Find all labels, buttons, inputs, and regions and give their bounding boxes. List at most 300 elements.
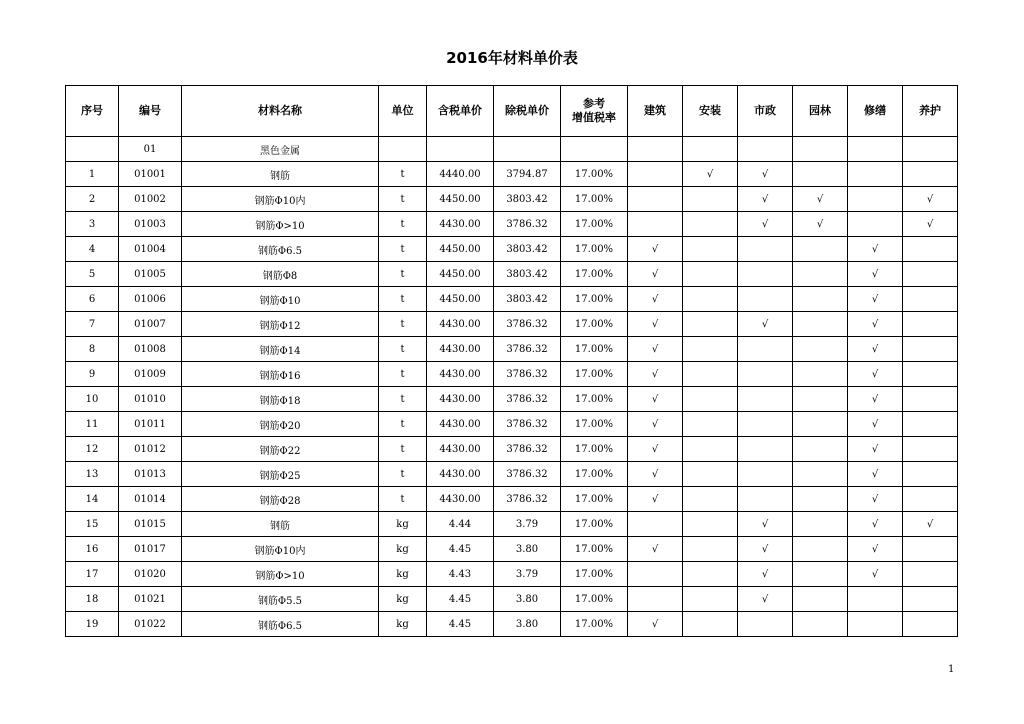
- price-ex-tax-cell: 3803.42: [494, 187, 561, 212]
- price-with-tax-cell: 4440.00: [427, 162, 494, 187]
- table-row: [66, 312, 958, 337]
- name-cell: 钢筋Φ>10: [182, 562, 379, 587]
- unit-cell: kg: [379, 512, 427, 537]
- seq-cell: 12: [66, 437, 119, 462]
- check-mark-icon: √: [761, 318, 769, 330]
- installation-check-cell: [683, 512, 738, 537]
- price-ex-tax-cell: 3.80: [494, 537, 561, 562]
- municipal-check-cell: [738, 287, 793, 312]
- check-mark-icon: √: [871, 243, 879, 255]
- code-cell: 01009: [119, 362, 182, 387]
- name-cell: 钢筋Φ20: [182, 412, 379, 437]
- unit-cell: t: [379, 262, 427, 287]
- price-with-tax-cell: 4450.00: [427, 187, 494, 212]
- price-ex-tax-cell: 3786.32: [494, 437, 561, 462]
- name-cell: 钢筋Φ10: [182, 287, 379, 312]
- repair-check-cell: [848, 312, 903, 337]
- code-cell: 01012: [119, 437, 182, 462]
- check-mark-icon: √: [871, 518, 879, 530]
- installation-check-cell: [683, 387, 738, 412]
- header-vat-rate: [561, 86, 628, 137]
- landscape-check-cell: [793, 412, 848, 437]
- installation-check-cell: [683, 287, 738, 312]
- municipal-check-cell: [738, 437, 793, 462]
- construction-check-cell: [628, 562, 683, 587]
- check-mark-icon: √: [651, 468, 659, 480]
- construction-check-cell: [628, 287, 683, 312]
- municipal-check-cell: [738, 387, 793, 412]
- header-construction: 建筑: [628, 86, 683, 137]
- vat-rate-cell: 17.00%: [561, 312, 628, 337]
- check-mark-icon: √: [761, 593, 769, 605]
- vat-rate-cell: 17.00%: [561, 412, 628, 437]
- vat-rate-cell: 17.00%: [561, 562, 628, 587]
- name-cell: 钢筋Φ5.5: [182, 587, 379, 612]
- code-cell: 01005: [119, 262, 182, 287]
- maintenance-check-cell: [903, 612, 958, 637]
- vat-rate-cell: 17.00%: [561, 162, 628, 187]
- municipal-check-cell: [738, 212, 793, 237]
- check-mark-icon: √: [926, 518, 934, 530]
- maintenance-check-cell: [903, 337, 958, 362]
- vat-rate-cell: 17.00%: [561, 337, 628, 362]
- price-with-tax-cell: 4430.00: [427, 412, 494, 437]
- seq-cell: 8: [66, 337, 119, 362]
- construction-check-cell: [628, 362, 683, 387]
- repair-check-cell: [848, 237, 903, 262]
- check-mark-icon: √: [871, 418, 879, 430]
- price-ex-tax-cell: 3803.42: [494, 287, 561, 312]
- price-with-tax-cell: 4.45: [427, 537, 494, 562]
- repair-check-cell: [848, 162, 903, 187]
- repair-check-cell: [848, 212, 903, 237]
- table-row: [66, 512, 958, 537]
- construction-check-cell: [628, 162, 683, 187]
- price-with-tax-cell: 4430.00: [427, 487, 494, 512]
- header-code: 编号: [119, 86, 182, 137]
- check-mark-icon: √: [651, 493, 659, 505]
- municipal-check-cell: [738, 337, 793, 362]
- municipal-check-cell: [738, 162, 793, 187]
- maintenance-check-cell: [903, 362, 958, 387]
- repair-check-cell: [848, 387, 903, 412]
- price-ex-tax-cell: 3786.32: [494, 337, 561, 362]
- name-cell: 钢筋Φ25: [182, 462, 379, 487]
- page-number: 1: [948, 664, 955, 675]
- code-cell: 01011: [119, 412, 182, 437]
- vat-rate-cell: 17.00%: [561, 537, 628, 562]
- municipal-check-cell: [738, 487, 793, 512]
- landscape-check-cell: [793, 537, 848, 562]
- repair-check-cell: [848, 337, 903, 362]
- landscape-check-cell: [793, 212, 848, 237]
- seq-cell: 3: [66, 212, 119, 237]
- check-mark-icon: √: [651, 618, 659, 630]
- vat-rate-cell: 17.00%: [561, 237, 628, 262]
- repair-check-cell: [848, 437, 903, 462]
- price-ex-tax-cell: 3786.32: [494, 487, 561, 512]
- check-mark-icon: √: [651, 443, 659, 455]
- check-mark-icon: √: [871, 468, 879, 480]
- seq-cell: 4: [66, 237, 119, 262]
- name-cell: 钢筋Φ14: [182, 337, 379, 362]
- header-municipal: 市政: [738, 86, 793, 137]
- check-mark-icon: √: [816, 218, 824, 230]
- code-cell: 01022: [119, 612, 182, 637]
- header-material-name: 材料名称: [182, 86, 379, 137]
- category-name: 黑色金属: [182, 137, 379, 162]
- price-with-tax-cell: 4430.00: [427, 462, 494, 487]
- landscape-check-cell: [793, 587, 848, 612]
- maintenance-check-cell: [903, 287, 958, 312]
- code-cell: 01006: [119, 287, 182, 312]
- maintenance-check-cell: [903, 162, 958, 187]
- construction-check-cell: [628, 462, 683, 487]
- table-row: [66, 362, 958, 387]
- seq-cell: 2: [66, 187, 119, 212]
- unit-cell: kg: [379, 562, 427, 587]
- vat-rate-cell: 17.00%: [561, 462, 628, 487]
- price-table: [65, 85, 958, 637]
- price-ex-tax-cell: 3.80: [494, 587, 561, 612]
- check-mark-icon: √: [761, 168, 769, 180]
- maintenance-check-cell: [903, 237, 958, 262]
- code-cell: 01021: [119, 587, 182, 612]
- vat-rate-cell: 17.00%: [561, 212, 628, 237]
- header-installation: 安装: [683, 86, 738, 137]
- table-row: [66, 412, 958, 437]
- table-row: [66, 337, 958, 362]
- check-mark-icon: √: [871, 568, 879, 580]
- construction-check-cell: [628, 312, 683, 337]
- unit-cell: t: [379, 462, 427, 487]
- construction-check-cell: [628, 437, 683, 462]
- construction-check-cell: [628, 487, 683, 512]
- construction-check-cell: [628, 612, 683, 637]
- price-ex-tax-cell: 3.79: [494, 562, 561, 587]
- check-mark-icon: √: [761, 543, 769, 555]
- check-mark-icon: √: [761, 568, 769, 580]
- check-mark-icon: √: [651, 268, 659, 280]
- check-mark-icon: √: [651, 368, 659, 380]
- vat-rate-cell: 17.00%: [561, 437, 628, 462]
- header-unit: 单位: [379, 86, 427, 137]
- seq-cell: 6: [66, 287, 119, 312]
- unit-cell: t: [379, 187, 427, 212]
- municipal-check-cell: [738, 512, 793, 537]
- code-cell: 01004: [119, 237, 182, 262]
- check-mark-icon: √: [871, 368, 879, 380]
- municipal-check-cell: [738, 462, 793, 487]
- seq-cell: 7: [66, 312, 119, 337]
- unit-cell: t: [379, 412, 427, 437]
- check-mark-icon: √: [651, 393, 659, 405]
- price-with-tax-cell: 4.45: [427, 587, 494, 612]
- installation-check-cell: [683, 162, 738, 187]
- name-cell: 钢筋Φ22: [182, 437, 379, 462]
- code-cell: 01013: [119, 462, 182, 487]
- table-row: [66, 162, 958, 187]
- installation-check-cell: [683, 587, 738, 612]
- price-ex-tax-cell: 3786.32: [494, 462, 561, 487]
- municipal-check-cell: [738, 237, 793, 262]
- table-row: [66, 437, 958, 462]
- price-with-tax-cell: 4430.00: [427, 312, 494, 337]
- seq-cell: 5: [66, 262, 119, 287]
- installation-check-cell: [683, 187, 738, 212]
- check-mark-icon: √: [651, 418, 659, 430]
- unit-cell: t: [379, 487, 427, 512]
- installation-check-cell: [683, 562, 738, 587]
- construction-check-cell: [628, 187, 683, 212]
- construction-check-cell: [628, 587, 683, 612]
- check-mark-icon: √: [871, 343, 879, 355]
- landscape-check-cell: [793, 287, 848, 312]
- unit-cell: t: [379, 212, 427, 237]
- price-ex-tax-cell: 3786.32: [494, 312, 561, 337]
- repair-check-cell: [848, 537, 903, 562]
- header-repair: 修缮: [848, 86, 903, 137]
- unit-cell: t: [379, 362, 427, 387]
- header-row: [66, 86, 958, 137]
- seq-cell: 19: [66, 612, 119, 637]
- landscape-check-cell: [793, 362, 848, 387]
- code-cell: 01008: [119, 337, 182, 362]
- repair-check-cell: [848, 487, 903, 512]
- header-price-with-tax: 含税单价: [427, 86, 494, 137]
- name-cell: 钢筋: [182, 162, 379, 187]
- price-ex-tax-cell: 3786.32: [494, 362, 561, 387]
- installation-check-cell: [683, 212, 738, 237]
- vat-rate-cell: 17.00%: [561, 362, 628, 387]
- municipal-check-cell: [738, 587, 793, 612]
- code-cell: 01001: [119, 162, 182, 187]
- category-seq-cell: [66, 137, 119, 162]
- unit-cell: kg: [379, 612, 427, 637]
- check-mark-icon: √: [816, 193, 824, 205]
- table-row: [66, 537, 958, 562]
- table-row: [66, 237, 958, 262]
- seq-cell: 11: [66, 412, 119, 437]
- category-row: [66, 137, 958, 162]
- installation-check-cell: [683, 437, 738, 462]
- table-row: [66, 462, 958, 487]
- seq-cell: 15: [66, 512, 119, 537]
- table-row: [66, 487, 958, 512]
- price-ex-tax-cell: 3803.42: [494, 262, 561, 287]
- maintenance-check-cell: [903, 487, 958, 512]
- check-mark-icon: √: [651, 243, 659, 255]
- check-mark-icon: √: [871, 268, 879, 280]
- name-cell: 钢筋Φ>10: [182, 212, 379, 237]
- seq-cell: 9: [66, 362, 119, 387]
- name-cell: 钢筋: [182, 512, 379, 537]
- installation-check-cell: [683, 537, 738, 562]
- price-ex-tax-cell: 3786.32: [494, 412, 561, 437]
- price-ex-tax-cell: 3786.32: [494, 212, 561, 237]
- landscape-check-cell: [793, 187, 848, 212]
- price-with-tax-cell: 4450.00: [427, 262, 494, 287]
- municipal-check-cell: [738, 312, 793, 337]
- vat-rate-cell: 17.00%: [561, 487, 628, 512]
- repair-check-cell: [848, 287, 903, 312]
- price-ex-tax-cell: 3803.42: [494, 237, 561, 262]
- code-cell: 01003: [119, 212, 182, 237]
- vat-rate-cell: 17.00%: [561, 262, 628, 287]
- construction-check-cell: [628, 387, 683, 412]
- name-cell: 钢筋Φ28: [182, 487, 379, 512]
- check-mark-icon: √: [651, 293, 659, 305]
- maintenance-check-cell: [903, 187, 958, 212]
- price-with-tax-cell: 4.43: [427, 562, 494, 587]
- check-mark-icon: √: [651, 318, 659, 330]
- unit-cell: t: [379, 162, 427, 187]
- price-ex-tax-cell: 3786.32: [494, 387, 561, 412]
- installation-check-cell: [683, 412, 738, 437]
- maintenance-check-cell: [903, 387, 958, 412]
- repair-check-cell: [848, 612, 903, 637]
- check-mark-icon: √: [926, 193, 934, 205]
- vat-rate-cell: 17.00%: [561, 612, 628, 637]
- seq-cell: 17: [66, 562, 119, 587]
- municipal-check-cell: [738, 187, 793, 212]
- seq-cell: 1: [66, 162, 119, 187]
- maintenance-check-cell: [903, 312, 958, 337]
- page-title: 2016年材料单价表: [446, 49, 578, 67]
- price-with-tax-cell: 4430.00: [427, 362, 494, 387]
- price-ex-tax-cell: 3.80: [494, 612, 561, 637]
- landscape-check-cell: [793, 262, 848, 287]
- price-with-tax-cell: 4430.00: [427, 437, 494, 462]
- name-cell: 钢筋Φ6.5: [182, 612, 379, 637]
- category-code: 01: [119, 137, 182, 162]
- check-mark-icon: √: [871, 543, 879, 555]
- landscape-check-cell: [793, 437, 848, 462]
- table-row: [66, 612, 958, 637]
- unit-cell: t: [379, 387, 427, 412]
- landscape-check-cell: [793, 462, 848, 487]
- unit-cell: kg: [379, 537, 427, 562]
- maintenance-check-cell: [903, 537, 958, 562]
- repair-check-cell: [848, 362, 903, 387]
- code-cell: 01020: [119, 562, 182, 587]
- table-row: [66, 212, 958, 237]
- vat-rate-cell: 17.00%: [561, 512, 628, 537]
- construction-check-cell: [628, 262, 683, 287]
- unit-cell: kg: [379, 587, 427, 612]
- landscape-check-cell: [793, 162, 848, 187]
- table-row: [66, 387, 958, 412]
- code-cell: 01014: [119, 487, 182, 512]
- price-with-tax-cell: 4.44: [427, 512, 494, 537]
- landscape-check-cell: [793, 487, 848, 512]
- check-mark-icon: √: [651, 343, 659, 355]
- repair-check-cell: [848, 562, 903, 587]
- construction-check-cell: [628, 212, 683, 237]
- check-mark-icon: √: [761, 518, 769, 530]
- installation-check-cell: [683, 312, 738, 337]
- seq-cell: 14: [66, 487, 119, 512]
- seq-cell: 13: [66, 462, 119, 487]
- municipal-check-cell: [738, 412, 793, 437]
- repair-check-cell: [848, 187, 903, 212]
- seq-cell: 10: [66, 387, 119, 412]
- unit-cell: t: [379, 237, 427, 262]
- price-with-tax-cell: 4450.00: [427, 287, 494, 312]
- installation-check-cell: [683, 362, 738, 387]
- construction-check-cell: [628, 412, 683, 437]
- landscape-check-cell: [793, 237, 848, 262]
- table-row: [66, 187, 958, 212]
- vat-rate-cell: 17.00%: [561, 587, 628, 612]
- table-row: [66, 287, 958, 312]
- municipal-check-cell: [738, 537, 793, 562]
- name-cell: 钢筋Φ12: [182, 312, 379, 337]
- maintenance-check-cell: [903, 212, 958, 237]
- municipal-check-cell: [738, 562, 793, 587]
- check-mark-icon: √: [871, 318, 879, 330]
- maintenance-check-cell: [903, 437, 958, 462]
- price-ex-tax-cell: 3.79: [494, 512, 561, 537]
- price-with-tax-cell: 4430.00: [427, 337, 494, 362]
- unit-cell: t: [379, 437, 427, 462]
- landscape-check-cell: [793, 337, 848, 362]
- unit-cell: t: [379, 312, 427, 337]
- code-cell: 01007: [119, 312, 182, 337]
- check-mark-icon: √: [871, 493, 879, 505]
- landscape-check-cell: [793, 512, 848, 537]
- price-with-tax-cell: 4430.00: [427, 387, 494, 412]
- table-row: [66, 587, 958, 612]
- check-mark-icon: √: [926, 218, 934, 230]
- seq-cell: 16: [66, 537, 119, 562]
- landscape-check-cell: [793, 312, 848, 337]
- unit-cell: t: [379, 287, 427, 312]
- code-cell: 01017: [119, 537, 182, 562]
- header-vat-rate-line1: 参考: [583, 97, 605, 110]
- vat-rate-cell: 17.00%: [561, 387, 628, 412]
- construction-check-cell: [628, 237, 683, 262]
- name-cell: 钢筋Φ10内: [182, 187, 379, 212]
- name-cell: 钢筋Φ8: [182, 262, 379, 287]
- municipal-check-cell: [738, 362, 793, 387]
- landscape-check-cell: [793, 612, 848, 637]
- check-mark-icon: √: [871, 443, 879, 455]
- repair-check-cell: [848, 512, 903, 537]
- unit-cell: t: [379, 337, 427, 362]
- header-vat-rate-line2: 增值税率: [572, 111, 616, 124]
- name-cell: 钢筋Φ18: [182, 387, 379, 412]
- check-mark-icon: √: [761, 218, 769, 230]
- maintenance-check-cell: [903, 262, 958, 287]
- check-mark-icon: √: [871, 293, 879, 305]
- table-row: [66, 262, 958, 287]
- price-with-tax-cell: 4450.00: [427, 237, 494, 262]
- installation-check-cell: [683, 487, 738, 512]
- maintenance-check-cell: [903, 462, 958, 487]
- header-landscape: 园林: [793, 86, 848, 137]
- repair-check-cell: [848, 462, 903, 487]
- landscape-check-cell: [793, 562, 848, 587]
- header-maintenance: 养护: [903, 86, 958, 137]
- municipal-check-cell: [738, 262, 793, 287]
- maintenance-check-cell: [903, 412, 958, 437]
- maintenance-check-cell: [903, 587, 958, 612]
- construction-check-cell: [628, 512, 683, 537]
- price-ex-tax-cell: 3794.87: [494, 162, 561, 187]
- code-cell: 01002: [119, 187, 182, 212]
- check-mark-icon: √: [871, 393, 879, 405]
